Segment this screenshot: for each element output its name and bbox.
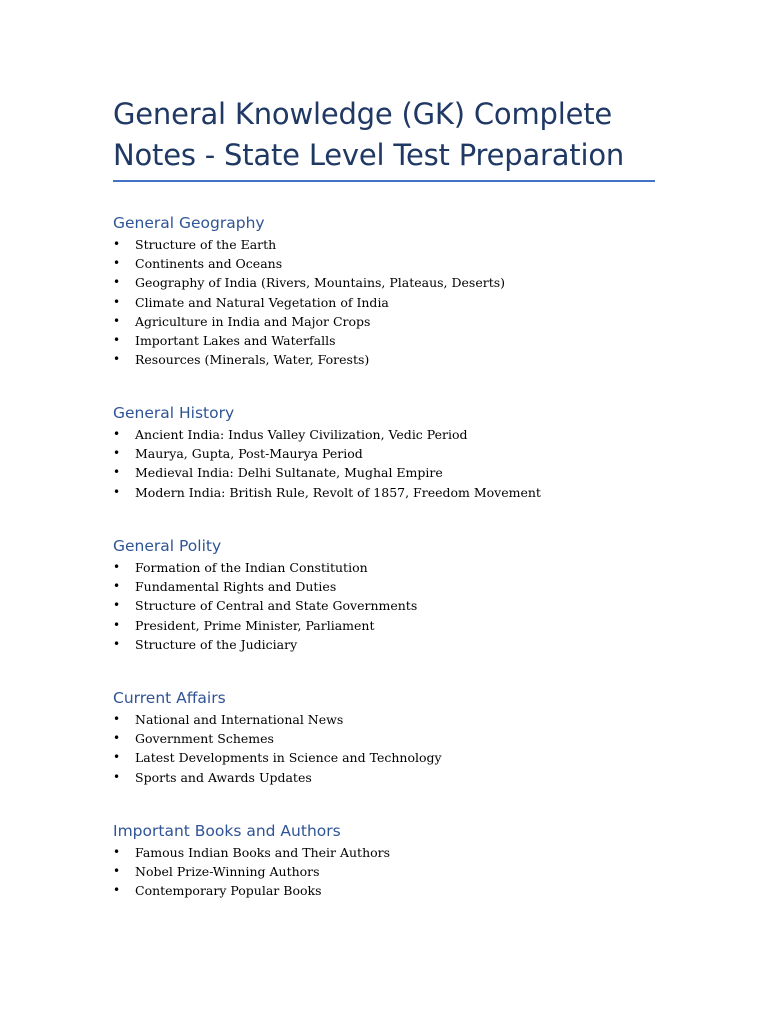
bullet-icon: • bbox=[113, 617, 121, 632]
bullet-icon: • bbox=[113, 427, 121, 441]
section-heading: General Polity bbox=[113, 537, 222, 555]
list-item: • Agriculture in India and Major Crops bbox=[113, 312, 713, 331]
list-item: • Nobel Prize-Winning Authors bbox=[113, 862, 713, 881]
bullet-icon: • bbox=[113, 750, 121, 765]
bullet-list bbox=[113, 843, 713, 901]
list-item: • Structure of Central and State Governments bbox=[113, 596, 713, 615]
list-item: • Geography of India (Rivers, Mountains, Plateaus, Deserts) bbox=[113, 273, 713, 292]
list-item: • Resources (Minerals, Water, Forests) bbox=[113, 350, 713, 369]
list-item: • Structure of the Judiciary bbox=[113, 635, 713, 654]
section-current-affairs bbox=[113, 688, 713, 787]
list-item: • National and International News bbox=[113, 710, 713, 729]
list-item: • Famous Indian Books and Their Authors bbox=[113, 843, 713, 862]
section-heading: General Geography bbox=[113, 214, 265, 232]
bullet-icon: • bbox=[113, 352, 121, 367]
list-item: • Modern India: British Rule, Revolt of 1857, Freedom Movement bbox=[113, 483, 713, 502]
bullet-icon: • bbox=[113, 864, 121, 879]
list-item: • Maurya, Gupta, Post-Maurya Period bbox=[113, 444, 713, 463]
list-item: • President, Prime Minister, Parliament bbox=[113, 616, 713, 635]
document-title: General Knowledge (GK) Complete Notes - State Level Test Preparation bbox=[113, 97, 625, 172]
list-item: • Ancient India: Indus Valley Civilization, Vedic Period bbox=[113, 425, 713, 444]
bullet-icon: • bbox=[113, 465, 121, 480]
bullet-icon: • bbox=[113, 275, 121, 290]
section-general-history bbox=[113, 403, 713, 502]
bullet-icon: • bbox=[113, 579, 121, 594]
list-item: • Government Schemes bbox=[113, 729, 713, 748]
bullet-icon: • bbox=[113, 256, 121, 271]
bullet-icon: • bbox=[113, 769, 121, 784]
bullet-icon: • bbox=[113, 484, 121, 499]
section-general-polity bbox=[113, 536, 713, 654]
bullet-list bbox=[113, 425, 713, 502]
list-item: • Important Lakes and Waterfalls bbox=[113, 331, 713, 350]
bullet-icon: • bbox=[113, 883, 121, 898]
list-item: • Latest Developments in Science and Technology bbox=[113, 748, 713, 767]
bullet-icon: • bbox=[113, 446, 121, 461]
bullet-icon: • bbox=[113, 313, 121, 328]
list-item: • Fundamental Rights and Duties bbox=[113, 577, 713, 596]
section-heading: Current Affairs bbox=[113, 689, 226, 707]
list-item: • Medieval India: Delhi Sultanate, Mughal Empire bbox=[113, 463, 713, 482]
bullet-icon: • bbox=[113, 712, 121, 726]
bullet-list bbox=[113, 710, 713, 787]
bullet-icon: • bbox=[113, 636, 121, 651]
section-books-and-authors bbox=[113, 821, 713, 901]
bullet-icon: • bbox=[113, 845, 121, 859]
section-heading: Important Books and Authors bbox=[113, 822, 341, 840]
list-item: • Continents and Oceans bbox=[113, 254, 713, 273]
bullet-list bbox=[113, 235, 713, 369]
bullet-list bbox=[113, 558, 713, 654]
list-item: • Formation of the Indian Constitution bbox=[113, 558, 713, 577]
section-heading: General History bbox=[113, 404, 235, 422]
list-item: • Climate and Natural Vegetation of India bbox=[113, 293, 713, 312]
list-item: • Structure of the Earth bbox=[113, 235, 713, 254]
bullet-icon: • bbox=[113, 333, 121, 348]
list-item: • Contemporary Popular Books bbox=[113, 881, 713, 900]
bullet-icon: • bbox=[113, 598, 121, 613]
title-underline bbox=[113, 180, 655, 182]
section-general-geography bbox=[113, 213, 713, 369]
bullet-icon: • bbox=[113, 294, 121, 309]
bullet-icon: • bbox=[113, 731, 121, 746]
bullet-icon: • bbox=[113, 560, 121, 574]
list-item: • Sports and Awards Updates bbox=[113, 768, 713, 787]
bullet-icon: • bbox=[113, 237, 121, 251]
